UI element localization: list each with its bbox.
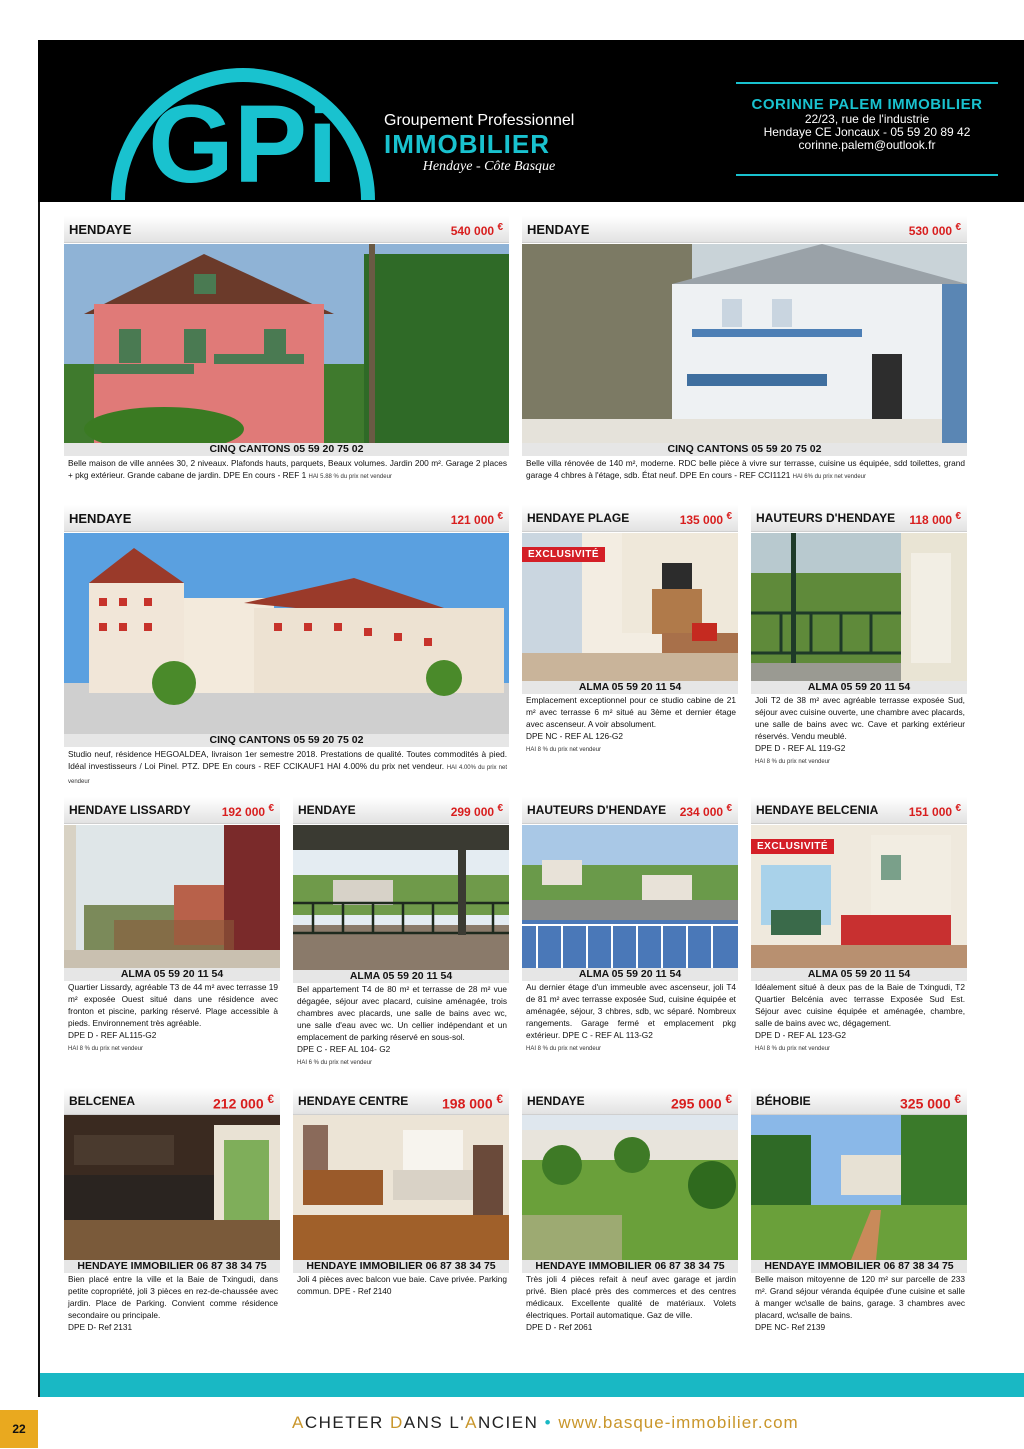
listing-price: 530 000 € — [908, 222, 961, 238]
brand-line1: Groupement Professionnel — [384, 112, 575, 129]
listing-card[interactable] — [64, 797, 280, 1072]
listing-contact: ALMA 05 59 20 11 54 — [522, 681, 738, 694]
listing-contact: HENDAYE IMMOBILIER 06 87 38 34 75 — [293, 1260, 509, 1273]
card-header — [751, 797, 967, 824]
footer-bullet: • — [544, 1413, 553, 1432]
listing-desc: Quartier Lissardy, agréable T3 de 44 m² avec terrasse 19 m² exposée Ouest situé dans une résidence avec fronton et piscine, parking réservé. Plage accessible à pieds. Environnement très agréable. DPE D - REF AL115-G2 HAI 8 % du prix net vendeur — [68, 982, 278, 1052]
listing-card[interactable] — [64, 216, 509, 488]
brand-line3: Hendaye - Côte Basque — [422, 159, 556, 174]
listing-card[interactable] — [64, 505, 509, 785]
listing-price: 118 000 € — [909, 511, 961, 527]
listing-city: HENDAYE — [527, 1094, 585, 1108]
listing-desc: Belle villa rénovée de 140 m², moderne. RDC belle pièce à vivre sur terrasse, cuisine us équipée, sdd toilettes, grand garage 4 chbres à l'étage, sdb. État neuf. DPE En cours - REF CCI1121 HAI 6% du prix net vendeur — [526, 458, 965, 480]
listing-contact: HENDAYE IMMOBILIER 06 87 38 34 75 — [522, 1260, 738, 1273]
listing-city: HENDAYE CENTRE — [298, 1094, 409, 1108]
listing-desc: Idéalement situé à deux pas de la Baie de Txingudi, T2 Quartier Belcénia avec terrasse Exposée Sud Est. Séjour avec cuisine équipée et aménagée, chambre, salle de bains avec wc, dégagement. DPE D - REF AL 123-G2 HAI 8 % du prix net vendeur — [755, 982, 965, 1052]
listing-card[interactable] — [522, 1088, 738, 1358]
listing-desc: Au dernier étage d'un immeuble avec ascenseur, joli T4 de 81 m² avec terrasse exposée Sud, cuisine équipée et aménagée, séjour, 3 chbres, sdb, wc séparé. Nombreux rangements. Garage fermé et emplacement pkg extérieur. DPE C - REF AL 113-G2 HAI 8 % du prix net vendeur — [526, 982, 736, 1052]
listing-card[interactable] — [751, 1088, 967, 1358]
listing-price: 212 000 € — [213, 1093, 274, 1112]
listing-contact: CINQ CANTONS 05 59 20 75 02 — [522, 443, 967, 456]
listing-price: 325 000 € — [900, 1093, 961, 1112]
listing-photo — [751, 825, 967, 968]
listing-contact: ALMA 05 59 20 11 54 — [293, 970, 509, 983]
card-header — [64, 797, 280, 824]
card-header — [64, 216, 509, 243]
listing-contact: CINQ CANTONS 05 59 20 75 02 — [64, 443, 509, 456]
exclusivity-badge: EXCLUSIVITÉ — [522, 547, 605, 562]
listing-photo — [64, 533, 509, 735]
listing-city: BELCENEA — [69, 1094, 136, 1108]
listing-city: HENDAYE — [69, 222, 132, 237]
listing-desc: Belle maison de ville années 30, 2 niveaux. Plafonds hauts, parquets, Beaux volumes. Jardin 200 m². Garage 2 places + pkg extérieur. Grande cabane de jardin. DPE En cours - REF 1 HAI 5.88 % du prix net vendeur — [68, 458, 507, 480]
listing-price: 295 000 € — [671, 1093, 732, 1112]
listing-photo — [64, 1115, 280, 1260]
listing-card[interactable] — [522, 797, 738, 1072]
listing-contact: ALMA 05 59 20 11 54 — [64, 968, 280, 981]
listing-city: BÉHOBIE — [756, 1094, 811, 1108]
listing-desc: Très joli 4 pièces refait à neuf avec garage et jardin privé. Bien placé près des commerces et des centres médicaux. Excellente qualité de matériaux. Volets électriques. Portail automatique. Gaz de ville. DPE D - Ref 2061 — [526, 1274, 736, 1332]
listing-desc: Belle maison mitoyenne de 120 m² sur parcelle de 233 m². Grand séjour véranda équipée d'une cuisine et salle à manger wc\salle de bains, garage. 3 chambres avec placard, wc\salle de bains. DPE NC- Ref 2139 — [755, 1274, 965, 1332]
card-header — [522, 1088, 738, 1115]
card-header — [751, 1088, 967, 1115]
listing-desc: Bien placé entre la ville et la Baie de Txingudi, dans petite copropriété, joli 3 pièces en rez-de-chaussée avec jardin. Place de Parking. Convient comme résidence secondaire ou principale. DPE D- Ref 2131 — [68, 1274, 278, 1332]
listing-city: HENDAYE LISSARDY — [69, 803, 191, 817]
card-header — [64, 1088, 280, 1115]
listing-price: 135 000 € — [679, 511, 732, 527]
listing-city: HENDAYE — [69, 511, 132, 526]
listing-photo — [293, 1115, 509, 1260]
exclusivity-badge: EXCLUSIVITÉ — [751, 839, 834, 854]
listing-price: 299 000 € — [450, 803, 503, 819]
listing-price: 151 000 € — [908, 803, 961, 819]
listing-price: 192 000 € — [221, 803, 274, 819]
listing-desc: Studio neuf, résidence HEGOALDEA, livraison 1er semestre 2018. Prestations de qualité. Toutes commodités à pied. Idéal investisseurs / Loi Pinel. PTZ. DPE En cours - REF CCIKAUF1 HAI 4.00% du prix net vendeur. HAI 4.00% du prix net vendeur — [68, 749, 507, 785]
listing-photo — [751, 1115, 967, 1260]
listing-city: HENDAYE — [527, 222, 590, 237]
listing-contact: HENDAYE IMMOBILIER 06 87 38 34 75 — [751, 1260, 967, 1273]
card-header — [522, 505, 738, 532]
listing-contact: ALMA 05 59 20 11 54 — [751, 681, 967, 694]
listing-card[interactable] — [522, 216, 967, 488]
listing-price: 198 000 € — [442, 1093, 503, 1112]
listing-card[interactable] — [751, 505, 967, 773]
card-header — [293, 1088, 509, 1115]
card-header — [64, 505, 509, 532]
card-header — [522, 216, 967, 243]
card-header — [293, 797, 509, 824]
listing-photo — [522, 825, 738, 968]
footer-url-link[interactable]: www.basque-immobilier.com — [558, 1413, 799, 1432]
listing-photo — [64, 244, 509, 443]
listing-card[interactable] — [751, 797, 967, 1072]
listing-city: HENDAYE PLAGE — [527, 511, 630, 525]
footer-band — [40, 1373, 1024, 1397]
listing-city: HENDAYE — [298, 803, 356, 817]
page-number: 22 — [0, 1410, 38, 1448]
agency-address: 22/23, rue de l'industrie — [804, 112, 930, 126]
listing-card[interactable] — [293, 797, 509, 1077]
listing-desc: Joli T2 de 38 m² avec agréable terrasse exposée Sud, séjour avec cuisine ouverte, une chambre avec placards, une salle de bains avec wc. Cave et parking extérieur réservés. Vendu meublé. DPE D - REF AL 119-G2 HAI 8 % du prix net vendeur — [755, 695, 965, 765]
brand-line2: IMMOBILIER — [384, 129, 550, 159]
listing-price: 540 000 € — [450, 222, 503, 238]
header — [38, 40, 1024, 202]
listing-photo — [293, 825, 509, 970]
listing-contact: HENDAYE IMMOBILIER 06 87 38 34 75 — [64, 1260, 280, 1273]
listing-desc: Emplacement exceptionnel pour ce studio cabine de 21 m² avec terrasse 6 m² situé au 3ème et dernier étage avec ascenseur. A voir absolument. DPE NC - REF AL 126-G2 HAI 8 % du prix net vendeur — [526, 695, 736, 753]
listing-desc: Bel appartement T4 de 80 m² et terrasse de 28 m² vue dégagée, séjour avec placard, cuisine aménagée, trois chambres avec placards, une salle de bains avec wc, une salle d'eau avec wc. Un cellier indépendant et un emplacement de parking réservé en sous-sol. DPE C - REF AL 104- G2 HAI 6 % du prix net vendeur — [297, 984, 507, 1066]
svg-text:GPi: GPi — [148, 83, 338, 200]
listing-card[interactable] — [64, 1088, 280, 1358]
listing-contact: ALMA 05 59 20 11 54 — [522, 968, 738, 981]
listing-city: HENDAYE BELCENIA — [756, 803, 879, 817]
listing-photo — [522, 533, 738, 681]
listing-city: HAUTEURS D'HENDAYE — [527, 803, 667, 817]
agency-email[interactable]: corinne.palem@outlook.fr — [798, 138, 936, 152]
agency-phone: Hendaye CE Joncaux - 05 59 20 89 42 — [763, 125, 971, 139]
agency-name: CORINNE PALEM IMMOBILIER — [751, 96, 983, 113]
listing-photo — [751, 533, 967, 681]
listing-photo — [64, 825, 280, 968]
listing-price: 121 000 € — [450, 511, 503, 527]
listing-contact: CINQ CANTONS 05 59 20 75 02 — [64, 734, 509, 747]
listing-card[interactable] — [522, 505, 738, 773]
gpi-logo — [98, 50, 388, 200]
listing-price: 234 000 € — [679, 803, 732, 819]
brand-block — [384, 112, 594, 176]
listing-photo — [522, 244, 967, 443]
card-header — [522, 797, 738, 824]
listing-contact: ALMA 05 59 20 11 54 — [751, 968, 967, 981]
listing-photo — [522, 1115, 738, 1260]
card-header — [751, 505, 967, 532]
listing-card[interactable] — [293, 1088, 509, 1358]
listing-city: HAUTEURS D'HENDAYE — [756, 511, 896, 525]
agency-block — [736, 82, 998, 176]
footer-title: ACHETER DANS L'ANCIEN • www.basque-immobilier.com — [292, 1413, 799, 1432]
listing-desc: Joli 4 pièces avec balcon vue baie. Cave privée. Parking commun. DPE - Ref 2140 — [297, 1274, 507, 1296]
